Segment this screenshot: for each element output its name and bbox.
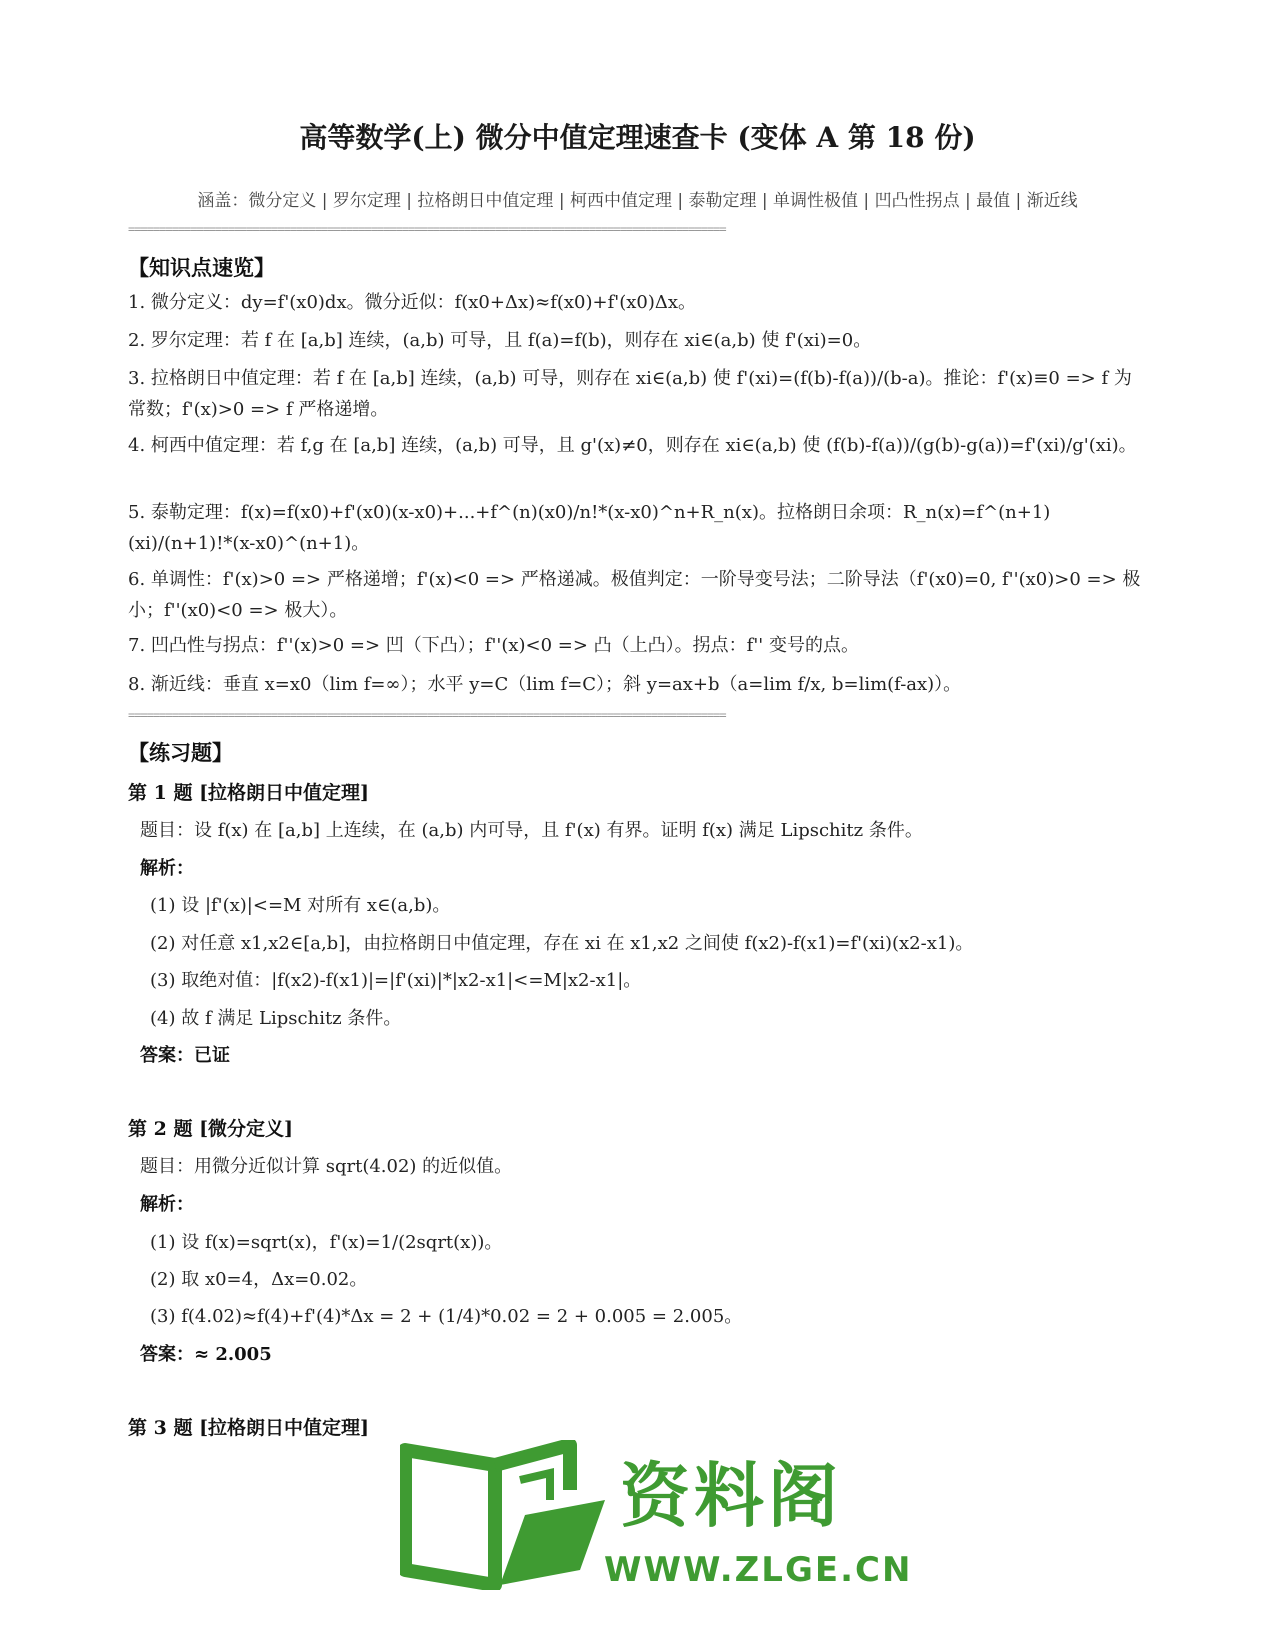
knowledge-item-3: 3. 拉格朗日中值定理：若 f 在 [a,b] 连续，(a,b) 可导，则存在 xi∈(a,b) 使 f'(xi)=(f(b)-f(a))/(b-a)。推论：f'(x)≡0 => f 为常数；f'(x)>0 => f 严格递增。 xyxy=(128,368,1132,420)
question-2-analysis-label: 解析： xyxy=(140,1194,194,1215)
knowledge-item-1: 1. 微分定义：dy=f'(x0)dx。微分近似：f(x0+Δx)≈f(x0)+f'(x0)Δx。 xyxy=(128,292,697,313)
question-2-step-3: (3) f(4.02)≈f(4)+f'(4)*Δx = 2 + (1/4)*0.02 = 2 + 0.005 = 2.005。 xyxy=(150,1306,743,1327)
watermark-name: 资料阁 xyxy=(620,1455,842,1537)
knowledge-heading: 【知识点速览】 xyxy=(128,255,275,280)
question-2-answer: 答案：≈ 2.005 xyxy=(140,1344,272,1365)
question-1-answer: 答案：已证 xyxy=(140,1045,230,1066)
practice-heading: 【练习题】 xyxy=(128,740,233,765)
watermark-url: WWW.ZLGE.CN xyxy=(604,1550,913,1590)
question-2-step-1: (1) 设 f(x)=sqrt(x)，f'(x)=1/(2sqrt(x))。 xyxy=(150,1232,503,1253)
question-3-heading: 第 3 题 [拉格朗日中值定理] xyxy=(128,1417,370,1439)
question-2-step-2: (2) 取 x0=4，Δx=0.02。 xyxy=(150,1269,368,1290)
divider-top: ================================================================================================ xyxy=(128,222,726,236)
knowledge-item-4: 4. 柯西中值定理：若 f,g 在 [a,b] 连续，(a,b) 可导，且 g'(x)≠0，则存在 xi∈(a,b) 使 (f(b)-f(a))/(g(b)-g(a))=f'(xi)/g'(xi)。 xyxy=(128,435,1137,456)
knowledge-item-2: 2. 罗尔定理：若 f 在 [a,b] 连续，(a,b) 可导，且 f(a)=f(b)，则存在 xi∈(a,b) 使 f'(xi)=0。 xyxy=(128,330,872,351)
knowledge-item-7: 7. 凹凸性与拐点：f''(x)>0 => 凹（下凸）；f''(x)<0 => 凸（上凸）。拐点：f'' 变号的点。 xyxy=(128,635,859,656)
question-1-problem: 题目：设 f(x) 在 [a,b] 上连续，在 (a,b) 内可导，且 f'(x) 有界。证明 f(x) 满足 Lipschitz 条件。 xyxy=(140,820,923,841)
question-2-heading: 第 2 题 [微分定义] xyxy=(128,1118,294,1140)
question-1-step-2: (2) 对任意 x1,x2∈[a,b]，由拉格朗日中值定理，存在 xi 在 x1,x2 之间使 f(x2)-f(x1)=f'(xi)(x2-x1)。 xyxy=(150,933,974,954)
knowledge-item-8: 8. 渐近线：垂直 x=x0（lim f=∞）；水平 y=C（lim f=C）；斜 y=ax+b（a=lim f/x, b=lim(f-ax)）。 xyxy=(128,674,962,695)
question-1-step-1: (1) 设 |f'(x)|<=M 对所有 x∈(a,b)。 xyxy=(150,895,451,916)
knowledge-item-5: 5. 泰勒定理：f(x)=f(x0)+f'(x0)(x-x0)+...+f^(n)(x0)/n!*(x-x0)^n+R_n(x)。拉格朗日余项：R_n(x)=f^(n+1)(xi)/(n+1)!*(x-x0)^(n+1)。 xyxy=(128,502,1051,554)
knowledge-item-6: 6. 单调性：f'(x)>0 => 严格递增；f'(x)<0 => 严格递减。极值判定：一阶导变号法；二阶导法（f'(x0)=0, f''(x0)>0 => 极小；f''(x0)<0 => 极大）。 xyxy=(128,569,1141,621)
page-title: 高等数学(上) 微分中值定理速查卡 (变体 A 第 18 份) xyxy=(299,121,976,154)
question-2-problem: 题目：用微分近似计算 sqrt(4.02) 的近似值。 xyxy=(140,1156,513,1177)
question-1-step-4: (4) 故 f 满足 Lipschitz 条件。 xyxy=(150,1008,402,1029)
open-book-icon xyxy=(405,1445,605,1585)
question-1-step-3: (3) 取绝对值：|f(x2)-f(x1)|=|f'(xi)|*|x2-x1|<=M|x2-x1|。 xyxy=(150,970,642,991)
question-1-heading: 第 1 题 [拉格朗日中值定理] xyxy=(128,782,370,804)
question-1-analysis-label: 解析： xyxy=(140,858,194,879)
divider-middle: ================================================================================================ xyxy=(128,708,726,722)
page-subtitle: 涵盖：微分定义 | 罗尔定理 | 拉格朗日中值定理 | 柯西中值定理 | 泰勒定理 | 单调性极值 | 凹凸性拐点 | 最值 | 渐近线 xyxy=(197,191,1078,211)
